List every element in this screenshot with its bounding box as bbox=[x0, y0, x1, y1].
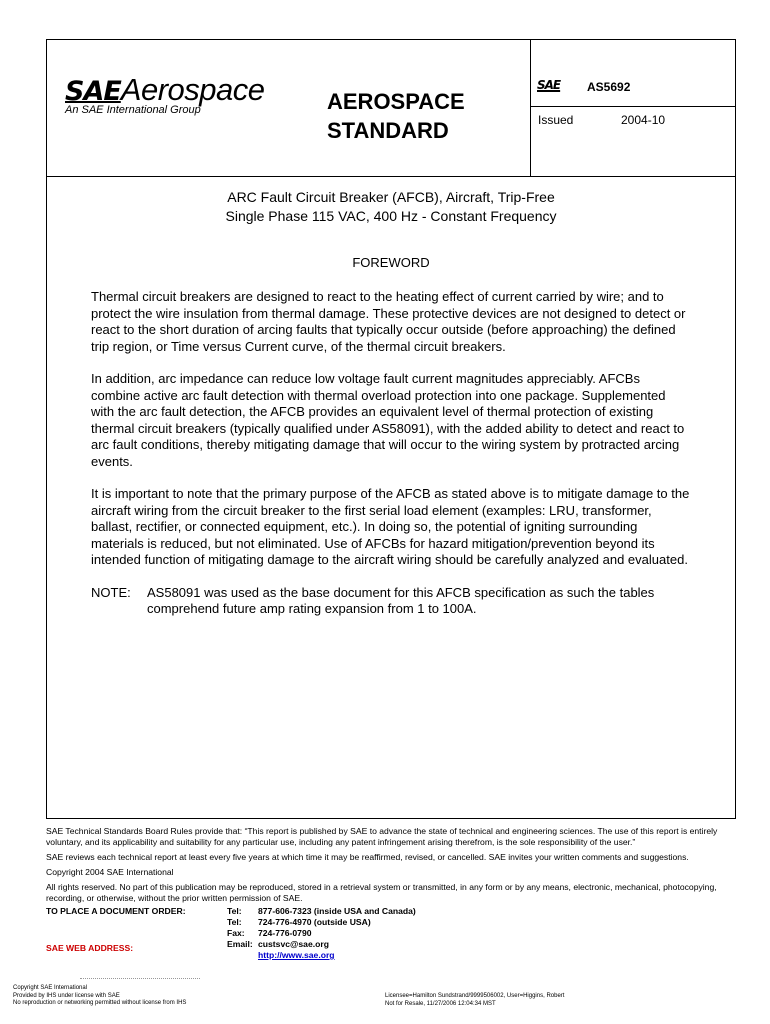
header-divider bbox=[530, 40, 531, 177]
license-right bbox=[385, 993, 564, 1008]
foreword-body bbox=[91, 289, 691, 618]
foreword-paragraph: It is important to note that the primary purpose of the AFCB as stated above is to mitigate damage to the aircraft wiring from the circuit breaker to the first serial load element (examples: LRU, transformer, ballast, rectifier, or connected equipment, etc.). In doing so, the potential of igniting surrounding materials is reduced, but not eliminated. Use of AFCBs for hazard mitigation/prevention beyond its intended function of mitigating damage to the aircraft wiring should be carefully analyzed and evaluated. bbox=[91, 486, 690, 567]
contact-row bbox=[227, 917, 416, 928]
note-text: AS58091 was used as the base document for this AFCB specification as such the tables comprehend future amp rating expansion from 1 to 100A. bbox=[147, 584, 655, 616]
document-frame bbox=[46, 39, 736, 819]
logo-word: Aerospace bbox=[120, 72, 265, 107]
email-label: Email: bbox=[227, 939, 253, 949]
foreword-paragraph: Thermal circuit breakers are designed to react to the heating effect of current carried by wire; and to protect the wire insulation from thermal damage. These protective devices are not designed to detect or react to the short duration of arcing faults that typically occur outside (before approaching) the defined trip region, or Time versus Current curve, of the thermal circuit breakers. bbox=[91, 289, 686, 354]
license-right-line: Not for Resale, 11/27/2006 12:04:34 MST bbox=[385, 1000, 496, 1007]
document-title-line2: Single Phase 115 VAC, 400 Hz - Constant Frequency bbox=[225, 208, 557, 224]
license-right-line: Licensee=Hamilton Sundstrand/9999506002, User=Higgins, Robert bbox=[385, 993, 565, 999]
tel-usa-canada: 877-606-7323 (inside USA and Canada) bbox=[258, 906, 416, 916]
tel-label: Tel: bbox=[227, 917, 242, 927]
sae-aerospace-logo bbox=[65, 73, 265, 115]
standard-title-line2: STANDARD bbox=[327, 118, 449, 143]
fax-label: Fax: bbox=[227, 928, 245, 938]
license-left bbox=[13, 985, 186, 1008]
email-address[interactable]: custsvc@sae.org bbox=[258, 939, 329, 949]
issued-divider bbox=[530, 106, 736, 107]
sae-web-link[interactable]: http://www.sae.org bbox=[258, 950, 335, 960]
logo-tagline: An SAE International Group bbox=[65, 104, 201, 116]
standard-title-line1: AEROSPACE bbox=[327, 89, 465, 114]
order-label: TO PLACE A DOCUMENT ORDER: bbox=[46, 906, 186, 916]
document-title bbox=[47, 188, 735, 226]
license-left-line: Copyright SAE International bbox=[13, 985, 88, 991]
note bbox=[91, 585, 691, 618]
license-left-line: No reproduction or networking permitted without license from IHS bbox=[13, 1000, 187, 1006]
contact-row bbox=[227, 950, 416, 961]
tel-outside-usa: 724-776-4970 (outside USA) bbox=[258, 917, 371, 927]
license-left-line: Provided by IHS under license with SAE bbox=[13, 992, 120, 999]
footer-copyright: Copyright 2004 SAE International bbox=[46, 867, 174, 877]
footer-review: SAE reviews each technical report at least every five years at which time it may be reaffirmed, revised, or cancelled. SAE invites your written comments and suggestions. bbox=[46, 852, 689, 862]
foreword-paragraph: In addition, arc impedance can reduce low voltage fault current magnitudes appreciably. AFCBs combine active arc fault detection with thermal overload protection into one package. Supplemented with the arc fault detection, the AFCB provides an equivalent level of thermal protection of existing thermal circuit breakers (typically qualified under AS58091), with the added ability to detect and react to arc fault conditions, thereby mitigating damage that will occur to the wiring system by protracted arcing events. bbox=[91, 371, 685, 469]
fax-number: 724-776-0790 bbox=[258, 928, 312, 938]
dotted-separator bbox=[80, 978, 200, 979]
foreword-heading: FOREWORD bbox=[352, 255, 430, 270]
contact-row bbox=[227, 928, 416, 939]
web-address-label: SAE WEB ADDRESS: bbox=[46, 943, 134, 953]
standard-title bbox=[327, 87, 465, 145]
note-label: NOTE: bbox=[91, 584, 131, 600]
footer-rights: All rights reserved. No part of this publication may be reproduced, stored in a retrieval system or transmitted, in any form or by any means, electronic, mechanical, photocopying, recording, or otherwise, without the prior written permission of SAE. bbox=[46, 882, 717, 903]
contact-row bbox=[227, 939, 416, 950]
issued-label: Issued bbox=[538, 113, 574, 127]
issued-date: 2004-10 bbox=[621, 113, 666, 127]
sae-mark-logo: SAE bbox=[537, 78, 561, 92]
contact-row bbox=[227, 906, 416, 917]
tel-label: Tel: bbox=[227, 906, 242, 916]
order-block bbox=[46, 906, 738, 962]
logo-brand: SAE bbox=[65, 76, 121, 107]
document-number: AS5692 bbox=[587, 80, 631, 94]
footer-rules: SAE Technical Standards Board Rules provide that: “This report is published by SAE to advance the state of technical and engineering sciences. The use of this report is entirely voluntary, and its applicability and suitability for any particular use, including any patent infringement arising therefrom, is the sole responsibility of the user.” bbox=[46, 826, 718, 847]
contact-info bbox=[227, 906, 416, 961]
header bbox=[47, 40, 735, 177]
footer bbox=[46, 826, 738, 962]
document-title-line1: ARC Fault Circuit Breaker (AFCB), Aircraft, Trip-Free bbox=[227, 189, 555, 205]
